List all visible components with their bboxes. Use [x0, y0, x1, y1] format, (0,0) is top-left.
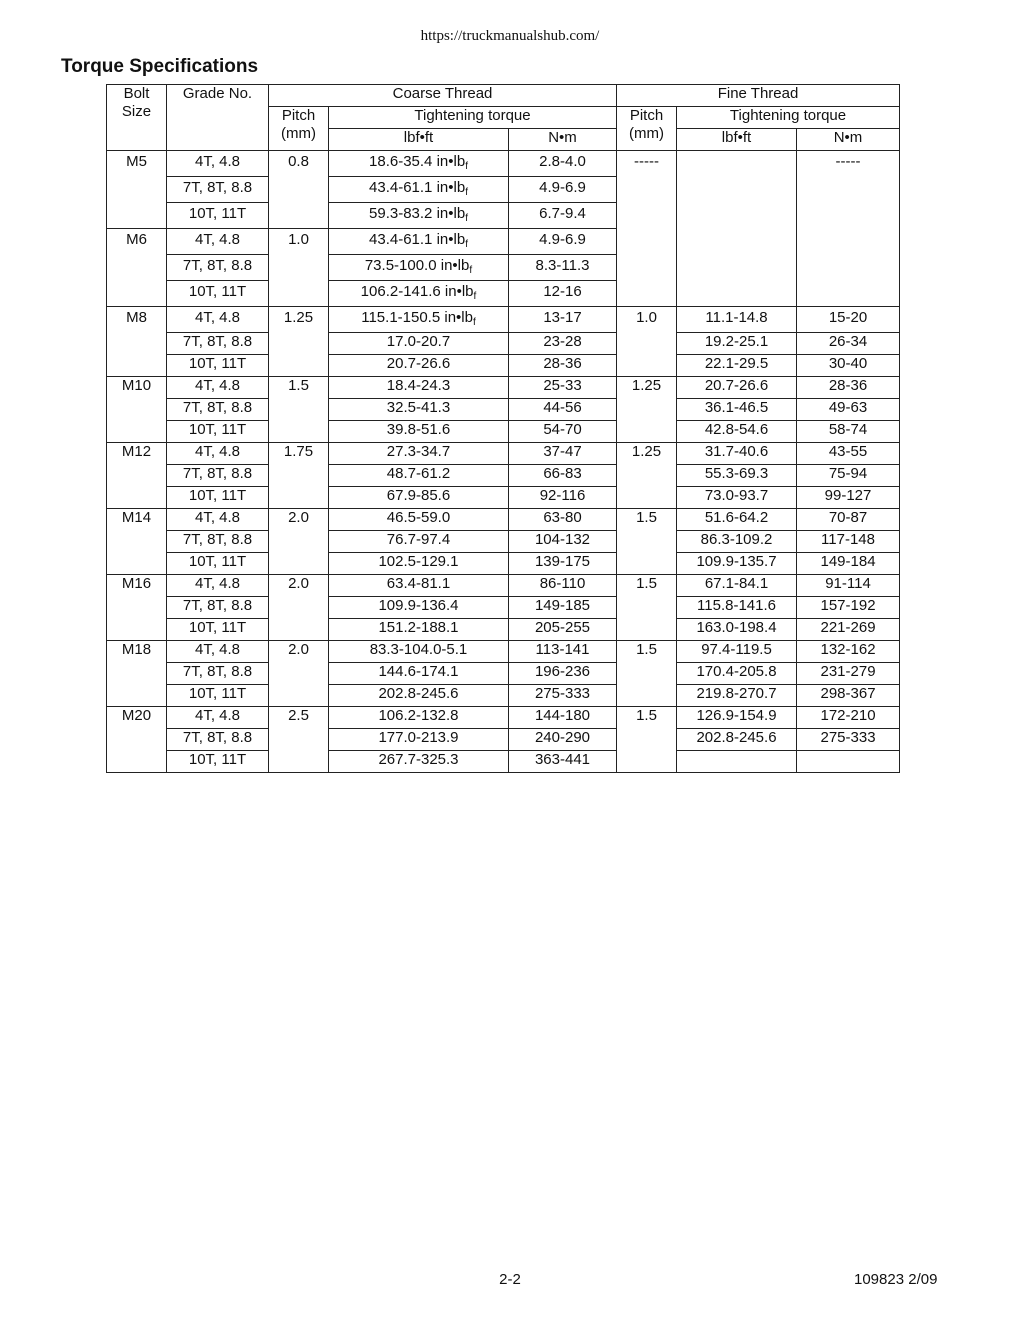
coarse-nm-cell: 4.9-6.9: [509, 229, 617, 255]
grade-cell: 10T, 11T: [167, 281, 269, 307]
coarse-lbfft-cell: [329, 151, 509, 177]
coarse-nm-cell: 6.7-9.4: [509, 203, 617, 229]
coarse-nm-cell: 240-290: [509, 729, 617, 751]
fine-lbfft-cell: 86.3-109.2: [677, 531, 797, 553]
table-row: [107, 575, 900, 597]
bolt-size-cell: M12: [107, 443, 167, 509]
table-row: [107, 641, 900, 663]
unit-label: in•lb: [432, 205, 466, 222]
bolt-size-cell: M8: [107, 307, 167, 377]
coarse-lbfft-cell: [329, 307, 509, 333]
fine-lbfft-cell: 109.9-135.7: [677, 553, 797, 575]
table-row: [107, 509, 900, 531]
grade-cell: 7T, 8T, 8.8: [167, 531, 269, 553]
coarse-pitch-cell: 2.0: [269, 641, 329, 707]
coarse-lbfft-cell: 202.8-245.6: [329, 685, 509, 707]
coarse-lbfft-cell: 48.7-61.2: [329, 465, 509, 487]
table-body: [107, 151, 900, 773]
coarse-nm-cell: 63-80: [509, 509, 617, 531]
coarse-nm-cell: 113-141: [509, 641, 617, 663]
coarse-lbfft-cell: 18.4-24.3: [329, 377, 509, 399]
coarse-nm-cell: 37-47: [509, 443, 617, 465]
coarse-nm-cell: 25-33: [509, 377, 617, 399]
torque-value: 73.5-100.0: [364, 257, 437, 274]
coarse-lbfft-cell: 20.7-26.6: [329, 355, 509, 377]
coarse-pitch-cell: 2.0: [269, 509, 329, 575]
table-row: [107, 399, 900, 421]
unit-label: in•lb: [436, 257, 470, 274]
grade-cell: 4T, 4.8: [167, 151, 269, 177]
grade-cell: 7T, 8T, 8.8: [167, 597, 269, 619]
fine-lbfft-cell: 202.8-245.6: [677, 729, 797, 751]
fine-nm-cell: 298-367: [797, 685, 900, 707]
grade-cell: 10T, 11T: [167, 487, 269, 509]
table-row: [107, 553, 900, 575]
coarse-lbfft-cell: 39.8-51.6: [329, 421, 509, 443]
coarse-lbfft-cell: 17.0-20.7: [329, 333, 509, 355]
coarse-nm-cell: 363-441: [509, 751, 617, 773]
table-row: [107, 729, 900, 751]
fine-pitch-cell: 1.5: [617, 575, 677, 641]
unit-subscript: f: [465, 213, 468, 224]
fine-nm-cell: 91-114: [797, 575, 900, 597]
coarse-lbfft-cell: 46.5-59.0: [329, 509, 509, 531]
fine-nm-cell: 58-74: [797, 421, 900, 443]
table-row: [107, 707, 900, 729]
coarse-lbfft-cell: 267.7-325.3: [329, 751, 509, 773]
coarse-lbfft-cell: [329, 229, 509, 255]
table-row: [107, 531, 900, 553]
fine-nm-cell: -----: [797, 151, 900, 307]
coarse-lbfft-cell: 109.9-136.4: [329, 597, 509, 619]
coarse-nm-header: N•m: [509, 129, 617, 151]
fine-nm-cell: 15-20: [797, 307, 900, 333]
table-row: [107, 597, 900, 619]
coarse-lbfft-cell: 144.6-174.1: [329, 663, 509, 685]
table-row: [107, 663, 900, 685]
coarse-nm-cell: 144-180: [509, 707, 617, 729]
coarse-lbfft-header: lbf•ft: [329, 129, 509, 151]
grade-cell: 4T, 4.8: [167, 443, 269, 465]
coarse-lbfft-cell: [329, 203, 509, 229]
coarse-nm-cell: 54-70: [509, 421, 617, 443]
fine-pitch-cell: 1.5: [617, 641, 677, 707]
unit-label: in•lb: [432, 153, 466, 170]
fine-lbfft-cell: 219.8-270.7: [677, 685, 797, 707]
coarse-nm-cell: 86-110: [509, 575, 617, 597]
coarse-nm-cell: 2.8-4.0: [509, 151, 617, 177]
table-row: [107, 465, 900, 487]
grade-cell: 7T, 8T, 8.8: [167, 729, 269, 751]
coarse-thread-header: Coarse Thread: [269, 85, 617, 107]
coarse-lbfft-cell: 102.5-129.1: [329, 553, 509, 575]
fine-lbfft-cell: 170.4-205.8: [677, 663, 797, 685]
coarse-pitch-cell: 1.75: [269, 443, 329, 509]
unit-label: in•lb: [440, 283, 474, 300]
coarse-pitch-cell: 1.25: [269, 307, 329, 377]
coarse-lbfft-cell: 32.5-41.3: [329, 399, 509, 421]
unit-label: in•lb: [440, 309, 473, 326]
torque-spec-table: [106, 84, 900, 773]
fine-lbfft-cell: 126.9-154.9: [677, 707, 797, 729]
coarse-nm-cell: 66-83: [509, 465, 617, 487]
coarse-pitch-cell: 2.5: [269, 707, 329, 773]
table-row: [107, 307, 900, 333]
table-row: [107, 421, 900, 443]
table-row: [107, 685, 900, 707]
bolt-size-cell: M14: [107, 509, 167, 575]
coarse-nm-cell: 8.3-11.3: [509, 255, 617, 281]
coarse-lbfft-cell: [329, 281, 509, 307]
fine-nm-cell: 221-269: [797, 619, 900, 641]
table-row: [107, 377, 900, 399]
grade-cell: 10T, 11T: [167, 685, 269, 707]
coarse-lbfft-cell: 177.0-213.9: [329, 729, 509, 751]
fine-lbfft-cell: 31.7-40.6: [677, 443, 797, 465]
fine-nm-cell: 149-184: [797, 553, 900, 575]
fine-lbfft-cell: 67.1-84.1: [677, 575, 797, 597]
unit-label: in•lb: [432, 179, 466, 196]
fine-nm-cell: 26-34: [797, 333, 900, 355]
coarse-torque-header: Tightening torque: [329, 107, 617, 129]
grade-cell: 7T, 8T, 8.8: [167, 255, 269, 281]
grade-cell: 4T, 4.8: [167, 641, 269, 663]
grade-cell: 7T, 8T, 8.8: [167, 333, 269, 355]
unit-subscript: f: [465, 187, 468, 198]
torque-value: 43.4-61.1: [369, 179, 433, 196]
fine-nm-cell: 70-87: [797, 509, 900, 531]
bolt-size-cell: M5: [107, 151, 167, 229]
fine-nm-cell: 231-279: [797, 663, 900, 685]
fine-nm-cell: 30-40: [797, 355, 900, 377]
coarse-nm-cell: 92-116: [509, 487, 617, 509]
fine-lbfft-cell: 22.1-29.5: [677, 355, 797, 377]
coarse-pitch-cell: 1.5: [269, 377, 329, 443]
unit-subscript: f: [465, 239, 468, 250]
coarse-nm-cell: 196-236: [509, 663, 617, 685]
table-row: [107, 333, 900, 355]
coarse-pitch-cell: 1.0: [269, 229, 329, 307]
fine-pitch-cell: 1.5: [617, 509, 677, 575]
coarse-nm-cell: 12-16: [509, 281, 617, 307]
fine-nm-cell: 117-148: [797, 531, 900, 553]
coarse-nm-cell: 13-17: [509, 307, 617, 333]
fine-pitch-cell: -----: [617, 151, 677, 307]
fine-lbfft-cell: 36.1-46.5: [677, 399, 797, 421]
coarse-nm-cell: 275-333: [509, 685, 617, 707]
grade-cell: 7T, 8T, 8.8: [167, 399, 269, 421]
coarse-lbfft-cell: [329, 177, 509, 203]
grade-cell: 7T, 8T, 8.8: [167, 663, 269, 685]
coarse-pitch-cell: 0.8: [269, 151, 329, 229]
table-row: [107, 355, 900, 377]
grade-cell: 4T, 4.8: [167, 229, 269, 255]
coarse-nm-cell: 205-255: [509, 619, 617, 641]
coarse-nm-cell: 4.9-6.9: [509, 177, 617, 203]
fine-nm-cell: 75-94: [797, 465, 900, 487]
bolt-size-cell: M16: [107, 575, 167, 641]
fine-lbfft-cell: 42.8-54.6: [677, 421, 797, 443]
fine-lbfft-cell: 11.1-14.8: [677, 307, 797, 333]
coarse-lbfft-cell: 83.3-104.0-5.1: [329, 641, 509, 663]
grade-cell: 4T, 4.8: [167, 575, 269, 597]
bolt-size-cell: M18: [107, 641, 167, 707]
grade-cell: 4T, 4.8: [167, 377, 269, 399]
torque-value: 59.3-83.2: [369, 205, 433, 222]
grade-cell: 10T, 11T: [167, 355, 269, 377]
fine-lbfft-header: lbf•ft: [677, 129, 797, 151]
coarse-lbfft-cell: 63.4-81.1: [329, 575, 509, 597]
coarse-nm-cell: 149-185: [509, 597, 617, 619]
grade-cell: 7T, 8T, 8.8: [167, 177, 269, 203]
torque-value: 115.1-150.5: [361, 309, 441, 326]
table-row: [107, 151, 900, 177]
fine-pitch-cell: 1.25: [617, 443, 677, 509]
unit-subscript: f: [472, 317, 476, 328]
grade-cell: 10T, 11T: [167, 203, 269, 229]
fine-nm-cell: 28-36: [797, 377, 900, 399]
fine-pitch-cell: 1.5: [617, 707, 677, 773]
fine-nm-cell: 43-55: [797, 443, 900, 465]
fine-lbfft-cell: 55.3-69.3: [677, 465, 797, 487]
coarse-nm-cell: 23-28: [509, 333, 617, 355]
fine-pitch-cell: 1.25: [617, 377, 677, 443]
table-row: [107, 443, 900, 465]
fine-lbfft-cell: 115.8-141.6: [677, 597, 797, 619]
fine-lbfft-cell: 73.0-93.7: [677, 487, 797, 509]
torque-value: 43.4-61.1: [369, 231, 433, 248]
table-row: [107, 751, 900, 773]
grade-cell: 10T, 11T: [167, 619, 269, 641]
unit-subscript: f: [465, 161, 468, 172]
fine-lbfft-cell: [677, 151, 797, 307]
coarse-nm-cell: 139-175: [509, 553, 617, 575]
fine-nm-header: N•m: [797, 129, 900, 151]
unit-subscript: f: [473, 291, 477, 302]
grade-cell: 10T, 11T: [167, 553, 269, 575]
coarse-lbfft-cell: 106.2-132.8: [329, 707, 509, 729]
page-number: 2-2: [499, 1271, 521, 1288]
grade-cell: 4T, 4.8: [167, 307, 269, 333]
grade-cell: 10T, 11T: [167, 421, 269, 443]
bolt-size-cell: M10: [107, 377, 167, 443]
torque-value: 18.6-35.4: [369, 153, 433, 170]
table-row: [107, 619, 900, 641]
fine-nm-cell: [797, 751, 900, 773]
grade-cell: 4T, 4.8: [167, 707, 269, 729]
fine-nm-cell: 275-333: [797, 729, 900, 751]
fine-lbfft-cell: 97.4-119.5: [677, 641, 797, 663]
grade-cell: 4T, 4.8: [167, 509, 269, 531]
fine-lbfft-cell: 51.6-64.2: [677, 509, 797, 531]
bolt-size-header: Bolt Size: [107, 85, 167, 151]
fine-nm-cell: 99-127: [797, 487, 900, 509]
grade-cell: 10T, 11T: [167, 751, 269, 773]
source-url[interactable]: https://truckmanualshub.com/: [420, 28, 600, 44]
coarse-lbfft-cell: 76.7-97.4: [329, 531, 509, 553]
fine-lbfft-cell: 163.0-198.4: [677, 619, 797, 641]
fine-nm-cell: 132-162: [797, 641, 900, 663]
coarse-pitch-header: Pitch (mm): [269, 107, 329, 151]
coarse-lbfft-cell: 27.3-34.7: [329, 443, 509, 465]
coarse-lbfft-cell: 151.2-188.1: [329, 619, 509, 641]
unit-label: in•lb: [432, 231, 466, 248]
fine-pitch-cell: 1.0: [617, 307, 677, 377]
fine-lbfft-cell: 20.7-26.6: [677, 377, 797, 399]
fine-thread-header: Fine Thread: [617, 85, 900, 107]
grade-no-header: Grade No.: [167, 85, 269, 151]
bolt-size-cell: M6: [107, 229, 167, 307]
coarse-nm-cell: 104-132: [509, 531, 617, 553]
grade-cell: 7T, 8T, 8.8: [167, 465, 269, 487]
coarse-nm-cell: 44-56: [509, 399, 617, 421]
coarse-pitch-cell: 2.0: [269, 575, 329, 641]
coarse-lbfft-cell: 67.9-85.6: [329, 487, 509, 509]
torque-value: 106.2-141.6: [360, 283, 441, 300]
coarse-nm-cell: 28-36: [509, 355, 617, 377]
document-id: 109823 2/09: [854, 1271, 938, 1288]
fine-pitch-header: Pitch (mm): [617, 107, 677, 151]
fine-lbfft-cell: 19.2-25.1: [677, 333, 797, 355]
fine-nm-cell: 172-210: [797, 707, 900, 729]
bolt-size-cell: M20: [107, 707, 167, 773]
fine-nm-cell: 157-192: [797, 597, 900, 619]
fine-torque-header: Tightening torque: [677, 107, 900, 129]
fine-lbfft-cell: [677, 751, 797, 773]
page-title: Torque Specifications: [61, 56, 259, 77]
coarse-lbfft-cell: [329, 255, 509, 281]
table-row: [107, 487, 900, 509]
fine-nm-cell: 49-63: [797, 399, 900, 421]
table-header: [107, 85, 900, 151]
unit-subscript: f: [469, 265, 473, 276]
